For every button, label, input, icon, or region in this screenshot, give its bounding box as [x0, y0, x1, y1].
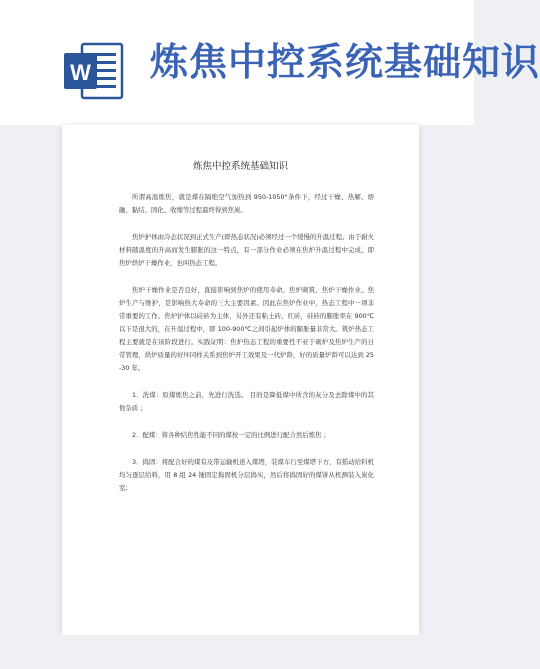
document-body [119, 191, 374, 509]
banner-title: 炼焦中控系统基础知识 [150, 40, 540, 84]
paragraph-step-washing: 1．洗煤：原煤炼焦之前，先进行洗选。 目的是降低煤中所含的灰分及去除煤中的其他杂质 ； [119, 391, 374, 412]
paragraph-intro: 所谓高温炼焦，就是煤在隔绝空气加热到 950-1050°条件下，经过干燥、热解、熔融、黏结、固化、收缩等过程最终得到焦炭。 [119, 193, 374, 214]
bottom-strip [0, 635, 474, 669]
document-page [62, 125, 419, 635]
paragraph-step-blending: 2．配煤：将各种结焦性能不同的煤按一定的比例进行配合然后炼焦 ； [132, 431, 330, 439]
svg-text:W: W [70, 60, 91, 85]
paragraph-heating: 焦炉护体由冷态状况到正式生产(即热态状况)必须经过一个缓慢的升温过程。由于耐火材料随温度的升高而发生膨胀的这一特点，有一部分作业必须在焦炉升温过程中完成，即焦炉烘炉干燥作业，也叫热态工程。 [119, 233, 374, 267]
header-banner [0, 0, 540, 125]
word-doc-icon [62, 40, 124, 102]
document-title: 炼焦中控系统基础知识 [192, 161, 288, 172]
paragraph-drying: 焦炉干燥作业是否良好，直接影响到焦炉的使用寿命。焦炉砌筑、焦炉干燥作业、焦炉生产与维护，是影响热大寿命的三大主要因素。因此在焦炉作业中，热态工程中一项非常重要的工作。焦炉护体以硅砖为主体，另外还有粘土砖、红砖，硅砖的膨胀率在 900℃以下是很大的，在升温过程中，即 100-900℃之间引起炉体的膨胀量非常大。筑炉热态工程主要就是在该阶段进行。实践证明：焦炉热态工程的重要性不亚于砌炉及焦炉生产的日常管理，烘炉质量的好坏同样关系到焦炉开工效果及一代炉龄，好的质量炉龄可以达到 25-30 年。 [119, 286, 374, 372]
paragraph-step-tamping: 3．捣固：将配合好的煤有皮带运输机送入煤塔，装煤车行至煤塔下方，有摇动给料机均匀逐层给料，用 8 组 24 锤固定捣固机分层捣实，然后将捣固好的煤饼从机测装入炭化室; [119, 458, 374, 492]
